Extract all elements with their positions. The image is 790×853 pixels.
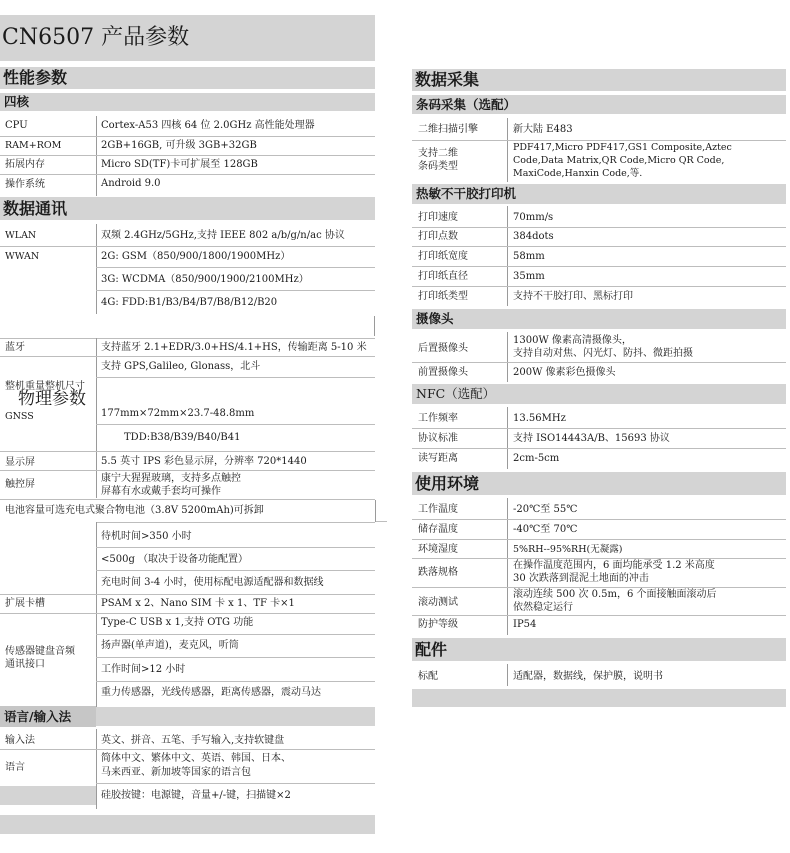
perf-sub-header (0, 93, 375, 111)
sensor-label-2: 通讯接口 (5, 659, 45, 670)
work-time-value: 工作时间>12 小时 (101, 664, 186, 675)
os-value: Android 9.0 (101, 178, 161, 189)
row-line (96, 657, 375, 658)
expand-value: PSAM x 2、Nano SIM 卡 x 1、TF 卡×1 (101, 598, 295, 609)
nfc-range-label: 读写距离 (418, 453, 458, 464)
edge-line (375, 500, 376, 522)
row-line (412, 227, 786, 228)
humidity-label: 环境湿度 (418, 544, 458, 555)
printer-divider (507, 206, 508, 306)
comm-divider-2 (96, 338, 97, 498)
camera-header (412, 309, 786, 329)
print-speed-label: 打印速度 (418, 212, 458, 223)
ram-value: 2GB+16GB, 可升级 3GB+32GB (101, 140, 257, 151)
acc-header-text: 配件 (415, 640, 448, 659)
sensor-label-1: 传感器键盘音频 (5, 646, 75, 657)
camera-header-text: 摄像头 (416, 311, 454, 326)
phys-label: 物理参数 (18, 389, 86, 409)
roll-value-1: 滚动连续 500 次 0.5m，6 个面接触面滚动后 (513, 589, 717, 600)
lang-divider (96, 729, 97, 809)
engine-value: 新大陆 E483 (513, 124, 573, 135)
nfc-range-value: 2cm-5cm (513, 453, 560, 464)
lang-value-2: 马来西亚、新加坡等国家的语言包 (101, 767, 251, 778)
paper-type-value: 支持不干胶打印、黑标打印 (513, 291, 633, 302)
lang-header-box (0, 706, 96, 727)
barcode-header-text: 条码采集（选配） (416, 97, 517, 112)
input-value: 英文、拼音、五笔、手写输入,支持软键盘 (101, 735, 285, 746)
nfc-freq-label: 工作频率 (418, 413, 458, 424)
env-header-text: 使用环境 (415, 474, 480, 493)
ram-label: RAM+ROM (5, 140, 62, 151)
speaker-value: 扬声器(单声道)，麦克风，听筒 (101, 640, 239, 651)
row-line (0, 499, 375, 500)
print-dots-value: 384dots (513, 231, 554, 242)
display-label: 显示屏 (5, 457, 35, 468)
store-temp-value: -40℃至 70℃ (513, 524, 578, 535)
wwan-label: WWAN (5, 251, 40, 262)
lang-label: 语言 (5, 762, 25, 773)
nfc-freq-value: 13.56MHz (513, 413, 566, 424)
row-line (96, 267, 375, 268)
nfc-protocol-value: 支持 ISO14443A/B、15693 协议 (513, 433, 670, 444)
roll-value-2: 依然稳定运行 (513, 602, 573, 613)
rear-camera-value-1: 1300W 像素高清摄像头， (513, 335, 632, 346)
lang-value-1: 简体中文、繁体中文、英语、韩国、日本、 (101, 753, 291, 764)
drop-label: 跌落规格 (418, 567, 458, 578)
wlan-value: 双频 2.4GHz/5GHz,支持 IEEE 802 a/b/g/n/ac 协议 (101, 230, 345, 241)
sensor-value: 重力传感器，光线传感器，距离传感器，震动马达 (101, 687, 321, 698)
types-value-2: Code,Data Matrix,QR Code,Micro QR Code, (513, 155, 725, 166)
row-line (412, 448, 786, 449)
row-line (412, 428, 786, 429)
battery-line: 电池容量可选充电式聚合物电池（3.8V 5200mAh)可拆卸 (5, 505, 264, 516)
row-line (412, 266, 786, 267)
row-line (412, 286, 786, 287)
row-line (0, 136, 375, 137)
perf-header (0, 67, 375, 89)
paper-type-label: 打印纸类型 (418, 291, 468, 302)
row-line (0, 356, 375, 357)
comm-header-text: 数据通讯 (3, 199, 68, 218)
front-camera-label: 前置摄像头 (418, 367, 468, 378)
key-value: 硅胶按键：电源键，音量+/-键，扫描键×2 (101, 790, 291, 801)
wwan-4g: 4G: FDD:B1/B3/B4/B7/B8/B12/B20 (101, 297, 278, 308)
comm-divider (96, 224, 97, 314)
capture-header-text: 数据采集 (415, 70, 480, 89)
input-label: 输入法 (5, 735, 35, 746)
perf-header-text: 性能参数 (3, 68, 68, 87)
engine-label: 二维扫描引擎 (418, 124, 478, 135)
nfc-divider (507, 407, 508, 469)
usb-value: Type-C USB x 1,支持 OTG 功能 (101, 617, 254, 628)
types-value-1: PDF417,Micro PDF417,GS1 Composite,Aztec (513, 142, 732, 153)
types-label-2: 条码类型 (418, 161, 458, 172)
gps-value: 支持 GPS,Galileo, Glonass，北斗 (101, 361, 261, 372)
os-label: 操作系统 (5, 179, 45, 190)
humidity-value: 5%RH--95%RH(无凝露) (513, 544, 623, 555)
row-line (96, 547, 375, 548)
sd-value: Micro SD(TF)卡可扩展至 128GB (101, 159, 258, 170)
bt-label: 蓝牙 (5, 342, 25, 353)
print-speed-value: 70mm/s (513, 212, 554, 223)
types-label-1: 支持二维 (418, 148, 458, 159)
tdd-value: TDD:B38/B39/B40/B41 (124, 432, 241, 443)
row-line (0, 749, 375, 750)
capture-header (412, 69, 786, 91)
row-line (96, 570, 375, 571)
display-value: 5.5 英寸 IPS 彩色显示屏，分辨率 720*1440 (101, 456, 307, 467)
row-line (412, 539, 786, 540)
nfc-protocol-label: 协议标准 (418, 433, 458, 444)
row-line (412, 615, 786, 616)
row-line (412, 362, 786, 363)
drop-value-2: 30 次跌落到混泥土地面的冲击 (513, 573, 649, 584)
row-line (0, 594, 375, 595)
row-line (0, 155, 375, 156)
row-line (96, 424, 375, 425)
roll-label: 滚动测试 (418, 597, 458, 608)
lang-header-text: 语言/输入法 (4, 709, 72, 724)
acc-divider (507, 664, 508, 686)
printer-header (412, 184, 786, 204)
touch-value-1: 康宁大猩猩玻璃，支持多点触控 (101, 473, 241, 484)
weight-value: <500g （取决于设备功能配置） (101, 554, 249, 565)
standby-value: 待机时间>350 小时 (101, 531, 192, 542)
row-line (0, 174, 375, 175)
row-line (96, 634, 375, 635)
wlan-label: WLAN (5, 230, 37, 241)
nfc-header (412, 384, 786, 404)
row-line (0, 613, 375, 614)
row-line (96, 377, 375, 378)
store-temp-label: 储存温度 (418, 524, 458, 535)
front-camera-value: 200W 像素彩色摄像头 (513, 367, 616, 378)
paper-width-label: 打印纸宽度 (418, 251, 468, 262)
nfc-header-text: NFC（选配） (416, 386, 496, 401)
comm-header (0, 197, 375, 220)
print-dots-label: 打印点数 (418, 231, 458, 242)
printer-header-text: 热敏不干胶打印机 (416, 186, 517, 201)
row-line (412, 246, 786, 247)
drop-value-1: 在操作温度范围内，6 面均能承受 1.2 米高度 (513, 560, 715, 571)
sd-label: 拓展内存 (5, 159, 45, 170)
edge-line (374, 316, 375, 336)
paper-dia-value: 35mm (513, 271, 545, 282)
ip-label: 防护等级 (418, 619, 458, 630)
cpu-value: Cortex-A53 四核 64 位 2.0GHz 高性能处理器 (101, 120, 315, 131)
row-line (412, 587, 786, 588)
left-footer-bar (0, 815, 375, 834)
touch-value-2: 屏幕有水或戴手套均可操作 (101, 486, 221, 497)
touch-label: 触控屏 (5, 479, 35, 490)
perf-sub-text: 四核 (4, 94, 30, 109)
row-line (375, 521, 387, 522)
title-bar (0, 15, 375, 61)
comm-divider-3 (96, 522, 97, 707)
row-line (96, 522, 375, 523)
paper-dia-label: 打印纸直径 (418, 271, 468, 282)
row-line (412, 140, 786, 141)
barcode-header (412, 95, 786, 114)
row-line (96, 681, 375, 682)
row-line (0, 246, 375, 247)
rear-camera-value-2: 支持自动对焦、闪光灯、防抖、微距拍摄 (513, 348, 693, 359)
gnss-label: GNSS (5, 411, 34, 422)
work-temp-value: -20℃至 55℃ (513, 504, 578, 515)
wwan-3g: 3G: WCDMA（850/900/1900/2100MHz） (101, 274, 309, 285)
lang-gray-cell (0, 786, 96, 805)
row-line (0, 338, 375, 339)
paper-width-value: 58mm (513, 251, 545, 262)
capture-divider (507, 118, 508, 182)
ip-value: IP54 (513, 619, 537, 630)
std-label: 标配 (418, 671, 438, 682)
rear-camera-label: 后置摄像头 (418, 343, 468, 354)
types-value-3: MaxiCode,Hanxin Code,等. (513, 168, 643, 179)
camera-divider (507, 332, 508, 382)
acc-header (412, 638, 786, 661)
std-value: 适配器，数据线，保护膜，说明书 (513, 671, 663, 682)
right-footer-bar (412, 689, 786, 707)
page-title: CN6507 产品参数 (2, 25, 190, 50)
row-line (412, 519, 786, 520)
size-value: 177mm×72mm×23.7-48.8mm (101, 408, 255, 419)
row-line (96, 783, 375, 784)
size-label: 整机重量整机尺寸 (5, 381, 85, 392)
row-line (96, 290, 375, 291)
work-temp-label: 工作温度 (418, 504, 458, 515)
wwan-2g: 2G: GSM（850/900/1800/1900MHz） (101, 251, 291, 262)
row-line (0, 451, 375, 452)
row-line (0, 470, 375, 471)
perf-divider (96, 116, 97, 196)
bt-value: 支持蓝牙 2.1+EDR/3.0+HS/4.1+HS，传输距离 5-10 米 (101, 342, 367, 353)
cpu-label: CPU (5, 120, 28, 131)
charge-value: 充电时间 3-4 小时，使用标配电源适配器和数据线 (101, 577, 324, 588)
env-header (412, 472, 786, 495)
row-line (412, 558, 786, 559)
expand-label: 扩展卡槽 (5, 598, 45, 609)
